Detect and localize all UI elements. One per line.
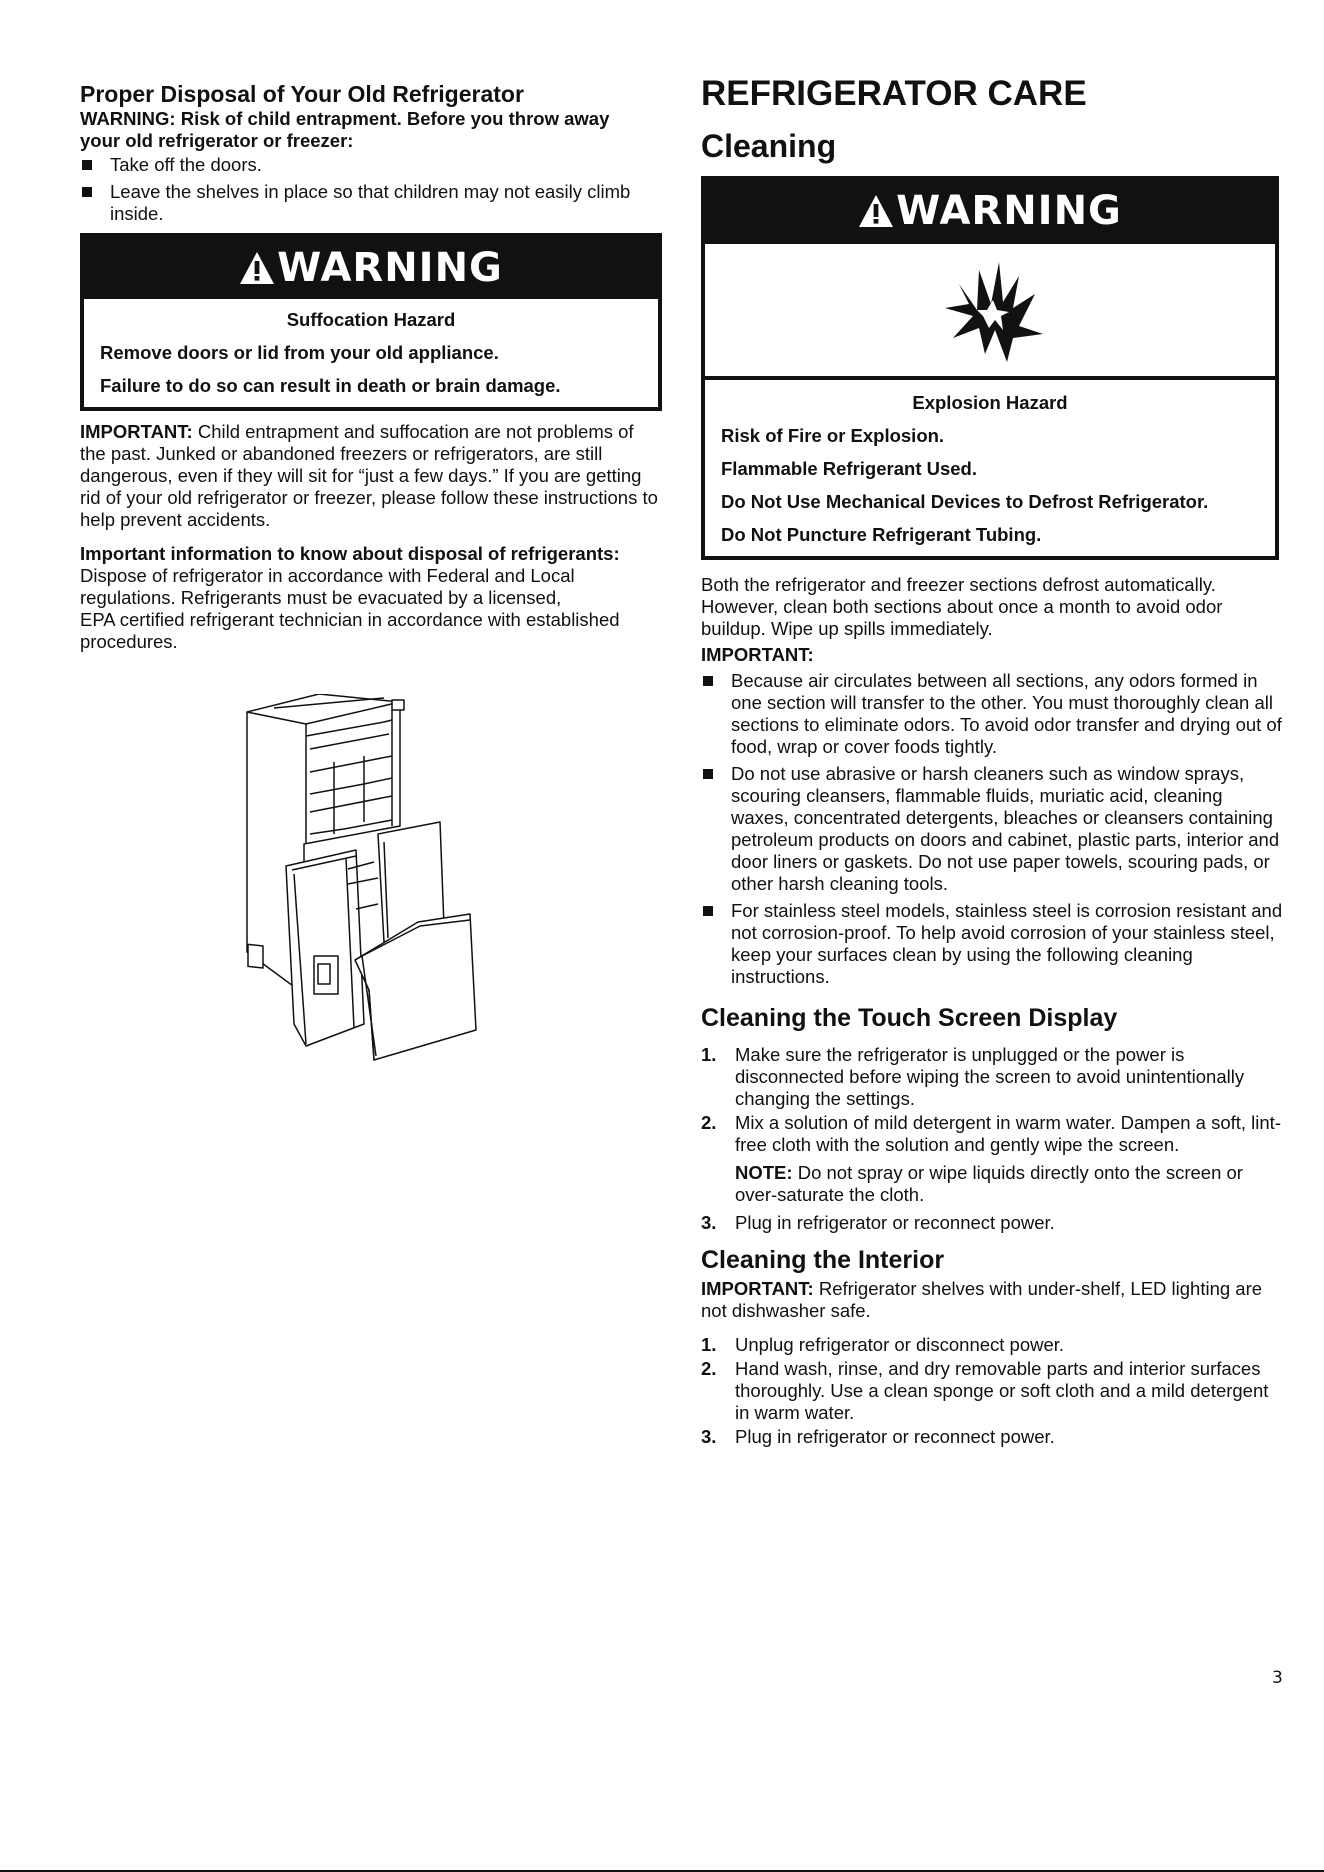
- important-text: Child entrapment and suffocation are not problems of the past. Junked or abandoned freezers or refrigerators, are still dangerous, even if they will sit for “just a few days.” If you are getting rid of your old refrigerator or freezer, please follow these instructions to help prevent accidents.: [80, 421, 658, 530]
- list-item: Do not use abrasive or harsh cleaners such as window sprays, scouring cleansers, flammable fluids, muriatic acid, cleaning waxes, concentrated detergents, bleaches or cleansers containing petroleum products on doors and cabinet, plastic parts, interior and door liners or gaskets. Do not use paper towels, scouring pads, or other harsh cleaning tools.: [701, 763, 1283, 895]
- defrost-intro: Both the refrigerator and freezer sections defrost automatically. However, clean both sections about once a month to avoid odor buildup. Wipe up spills immediately.: [701, 574, 1223, 639]
- important-label: IMPORTANT:: [701, 644, 814, 665]
- list-item: Because air circulates between all sections, any odors formed in one section will transfer to the other. You must thoroughly clean all sections to eliminate odors. To avoid odor transfer and drying out of food, wrap or cover foods tightly.: [701, 670, 1283, 758]
- warning-triangle-icon: [858, 184, 894, 246]
- important-text: Refrigerator shelves with under-shelf, LED lighting are not dishwasher safe.: [701, 1278, 1263, 1321]
- refrigerant-text-2: EPA certified refrigerant technician in accordance with established procedures.: [80, 609, 620, 652]
- disposal-title: Proper Disposal of Your Old Refrigerator: [80, 81, 524, 107]
- disposal-section: [80, 80, 662, 653]
- interior-title: Cleaning the Interior: [701, 1246, 945, 1274]
- interior-important: [701, 1278, 1283, 1322]
- note-label: NOTE:: [735, 1162, 793, 1183]
- refrigerant-text-1: Dispose of refrigerator in accordance with Federal and Local regulations. Refrigerants must be evacuated by a licensed,: [80, 565, 575, 608]
- list-item: 3. Plug in refrigerator or reconnect power.: [701, 1212, 1055, 1233]
- note-text: Do not spray or wipe liquids directly onto the screen or over-saturate the cloth.: [735, 1162, 1243, 1205]
- warning-line: Flammable Refrigerant Used.: [721, 458, 977, 479]
- touch-screen-steps: [701, 1044, 1283, 1234]
- suffocation-warning-box: [80, 233, 662, 411]
- care-bullets: [701, 670, 1283, 988]
- list-item: Take off the doors.: [80, 154, 662, 176]
- care-section: [701, 72, 1283, 1448]
- list-item: 1. Make sure the refrigerator is unplugged or the power is disconnected before wiping the screen to avoid unintentionally changing the settings.: [701, 1044, 1245, 1109]
- hazard-name: Explosion Hazard: [912, 392, 1068, 413]
- disposal-bullets: [80, 154, 662, 225]
- warning-line: Remove doors or lid from your old appliance.: [100, 342, 499, 363]
- refrigerant-heading: Important information to know about disposal of refrigerants:: [80, 543, 620, 564]
- important-label: IMPORTANT:: [701, 1278, 814, 1299]
- warning-header: [84, 237, 658, 299]
- cleaning-subtitle: Cleaning: [701, 128, 837, 164]
- disposal-important-paragraph: [80, 421, 662, 531]
- hazard-name: Suffocation Hazard: [286, 309, 456, 330]
- refrigerator-doors-removed-illustration: [244, 694, 526, 1136]
- warning-triangle-icon: [239, 241, 275, 303]
- explosion-icon: [939, 258, 1049, 368]
- list-item: 2. Hand wash, rinse, and dry removable parts and interior surfaces thoroughly. Use a clean sponge or soft cloth and a mild detergent in warm water.: [701, 1358, 1269, 1423]
- warning-line: Do Not Use Mechanical Devices to Defrost Refrigerator.: [721, 491, 1209, 512]
- warning-header-text: WARNING: [896, 188, 1122, 234]
- important-label: IMPORTANT:: [80, 421, 193, 442]
- warning-line: Failure to do so can result in death or brain damage.: [100, 375, 561, 396]
- warning-header-text: WARNING: [277, 245, 503, 291]
- touch-screen-title: Cleaning the Touch Screen Display: [701, 1004, 1118, 1032]
- list-item: 1. Unplug refrigerator or disconnect power.: [701, 1334, 1065, 1355]
- care-title: REFRIGERATOR CARE: [701, 74, 1087, 113]
- explosion-warning-box: [701, 176, 1279, 560]
- disposal-warning-line2: your old refrigerator or freezer:: [80, 130, 354, 151]
- warning-line: Do Not Puncture Refrigerant Tubing.: [721, 524, 1042, 545]
- warning-header: [705, 180, 1275, 242]
- list-item: 2. Mix a solution of mild detergent in warm water. Dampen a soft, lint-free cloth with the solution and gently wipe the screen. NOTE: Do not spray or wipe liquids directly onto the screen or over-saturate the cloth.: [701, 1112, 1281, 1205]
- list-item: For stainless steel models, stainless steel is corrosion resistant and not corrosion-proof. To help avoid corrosion of your stainless steel, keep your surfaces clean by using the following cleaning instructions.: [701, 900, 1283, 988]
- page-number: 3: [1272, 1668, 1283, 1688]
- note: [735, 1162, 1283, 1206]
- warning-line: Risk of Fire or Explosion.: [721, 425, 945, 446]
- interior-steps: [701, 1334, 1283, 1448]
- explosion-pictogram: [705, 240, 1275, 380]
- list-item: 3. Plug in refrigerator or reconnect power.: [701, 1426, 1055, 1447]
- list-item: Leave the shelves in place so that children may not easily climb inside.: [80, 181, 662, 225]
- disposal-warning-line1: WARNING: Risk of child entrapment. Before you throw away: [80, 108, 610, 129]
